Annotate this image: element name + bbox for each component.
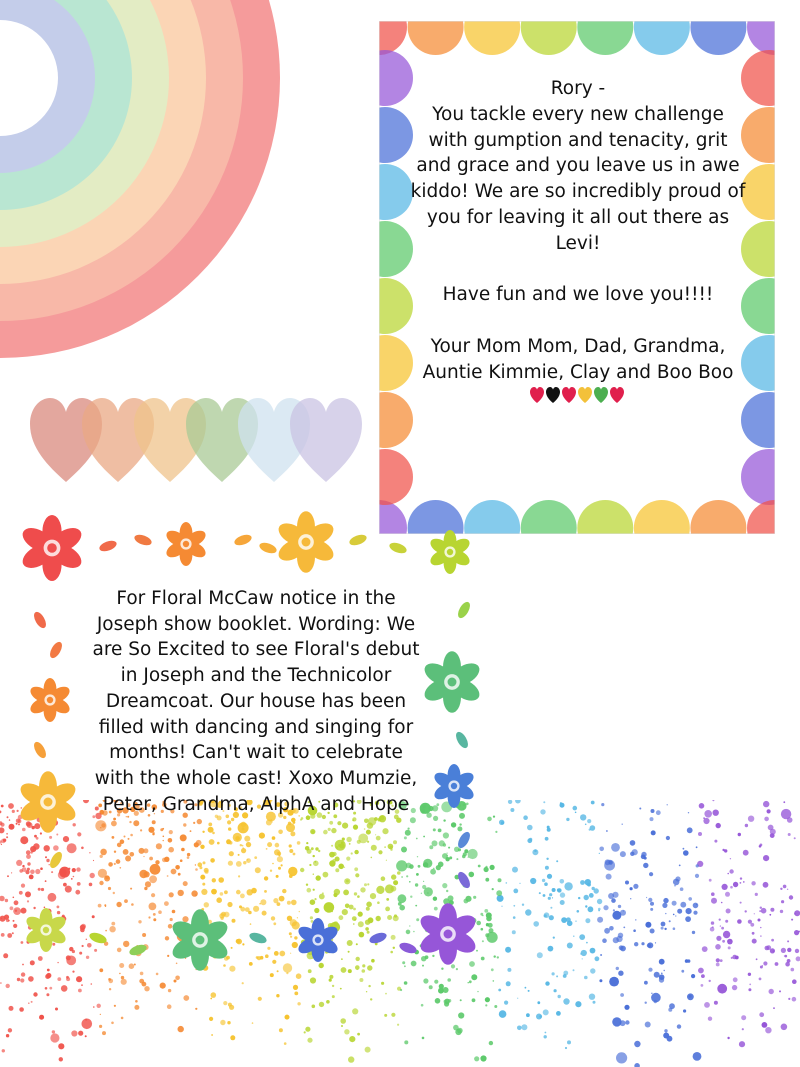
card-body: You tackle every new challenge with gumption and tenacity, grit and grace and you leave us in awe kiddo! We are so incredibly proud of you for leaving it all out there as Levi! [410, 103, 746, 254]
card-signature-block [410, 334, 746, 411]
flower-icon [24, 908, 69, 952]
hearts-decoration [28, 396, 368, 488]
flower-icon [417, 903, 479, 965]
flower-icon [296, 918, 341, 962]
card-greeting: Rory - [550, 78, 606, 99]
flower-icon [169, 909, 231, 971]
flower-icon [19, 515, 86, 581]
flower-icon [275, 511, 337, 573]
rainbow-decoration [0, 0, 285, 365]
heart-emoji-row-icon [528, 386, 628, 406]
flower-icon [18, 771, 79, 833]
flower-icon [421, 651, 483, 713]
flower-icon [428, 530, 473, 574]
floral-notice-text: For Floral McCaw notice in the Joseph show booklet. Wording: We are So Excited to see Floral's debut in Joseph and the Technicolor Dreamcoat. Our house has been filled with dancing and singing for months! Can't wait to celebrate with the whole cast! Xoxo Mumzie, Peter, Grandma, AlphA and Hope [92, 588, 420, 815]
card-closing: Have fun and we love you!!!! [442, 284, 714, 306]
heart-icon [290, 398, 362, 482]
card-message [410, 76, 746, 476]
floral-notice [88, 586, 424, 817]
flower-icon [28, 678, 73, 722]
flower-icon [164, 522, 209, 566]
card-signature: Your Mom Mom, Dad, Grandma, Auntie Kimmie, Clay and Boo Boo [422, 335, 734, 383]
flower-icon [432, 764, 477, 808]
